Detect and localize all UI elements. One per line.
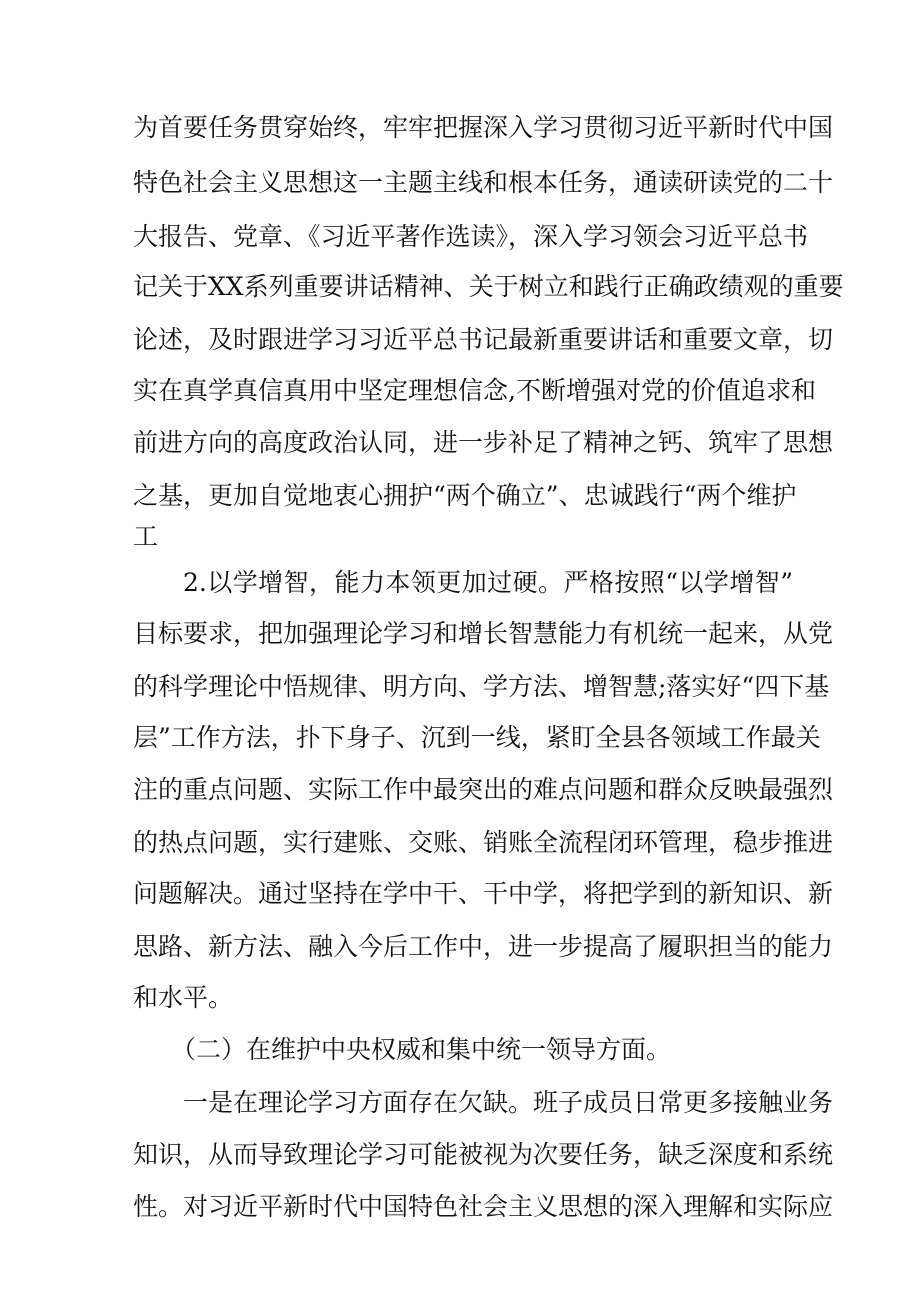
paragraph-4-line-1: 一是在理论学习方面存在欠缺。班子成员日常更多接触业务 [183, 1088, 834, 1117]
paragraph-1-line-3: 大报告、党章、《习近平著作选读》，深入学习领会习近平总书 [133, 222, 809, 251]
paragraph-1-line-8: 之基，更加自觉地衷心拥护“两个确立”、忠诚践行“两个维护 [133, 481, 797, 510]
section-heading: （二）在维护中央权威和集中统一领导方面。 [171, 1035, 672, 1064]
paragraph-2-line-1: 2.以学增智，能力本领更加过硬。严格按照“以学增智” [183, 568, 793, 597]
paragraph-1-line-1: 为首要任务贯穿始终，牢牢把握深入学习贯彻习近平新时代中国 [133, 113, 834, 142]
paragraph-2-line-6: 的热点问题，实行建账、交账、销账全流程闭环管理，稳步推进 [133, 828, 834, 857]
paragraph-2-line-4: 层”工作方法，扑下身子、沉到一线，紧盯全县各领域工作最关 [133, 723, 821, 752]
paragraph-2-line-8: 思路、新方法、融入今后工作中，进一步提高了履职担当的能力 [133, 932, 834, 961]
paragraph-2-line-9: 和水平。 [133, 983, 234, 1012]
paragraph-4-line-2: 知识，从而导致理论学习可能被视为次要任务，缺乏深度和系统 [133, 1140, 834, 1169]
paragraph-1-line-2: 特色社会主义思想这一主题主线和根本任务，通读研读党的二十 [133, 168, 834, 197]
paragraph-1-line-5: 论述，及时跟进学习习近平总书记最新重要讲话和重要文章，切 [133, 325, 834, 354]
paragraph-1-line-9: 工 [133, 522, 159, 551]
paragraph-1-line-6: 实在真学真信真用中坚定理想信念,不断增强对党的价值追求和 [133, 376, 816, 405]
paragraph-1-line-4: 记关于XX系列重要讲话精神、关于树立和践行正确政绩观的重要 [133, 272, 844, 301]
paragraph-2-line-2: 目标要求，把加强理论学习和增长智慧能力有机统一起来，从党 [133, 619, 834, 648]
paragraph-4-line-3: 性。对习近平新时代中国特色社会主义思想的深入理解和实际应 [133, 1192, 834, 1221]
paragraph-2-line-3: 的科学理论中悟规律、明方向、学方法、增智慧;落实好“四下基 [133, 672, 830, 701]
paragraph-2-line-7: 问题解决。通过坚持在学中干、干中学，将把学到的新知识、新 [133, 879, 834, 908]
paragraph-1-line-7: 前进方向的高度政治认同，进一步补足了精神之钙、筑牢了思想 [133, 428, 834, 457]
paragraph-2-line-5: 注的重点问题、实际工作中最突出的难点问题和群众反映最强烈 [133, 775, 834, 804]
